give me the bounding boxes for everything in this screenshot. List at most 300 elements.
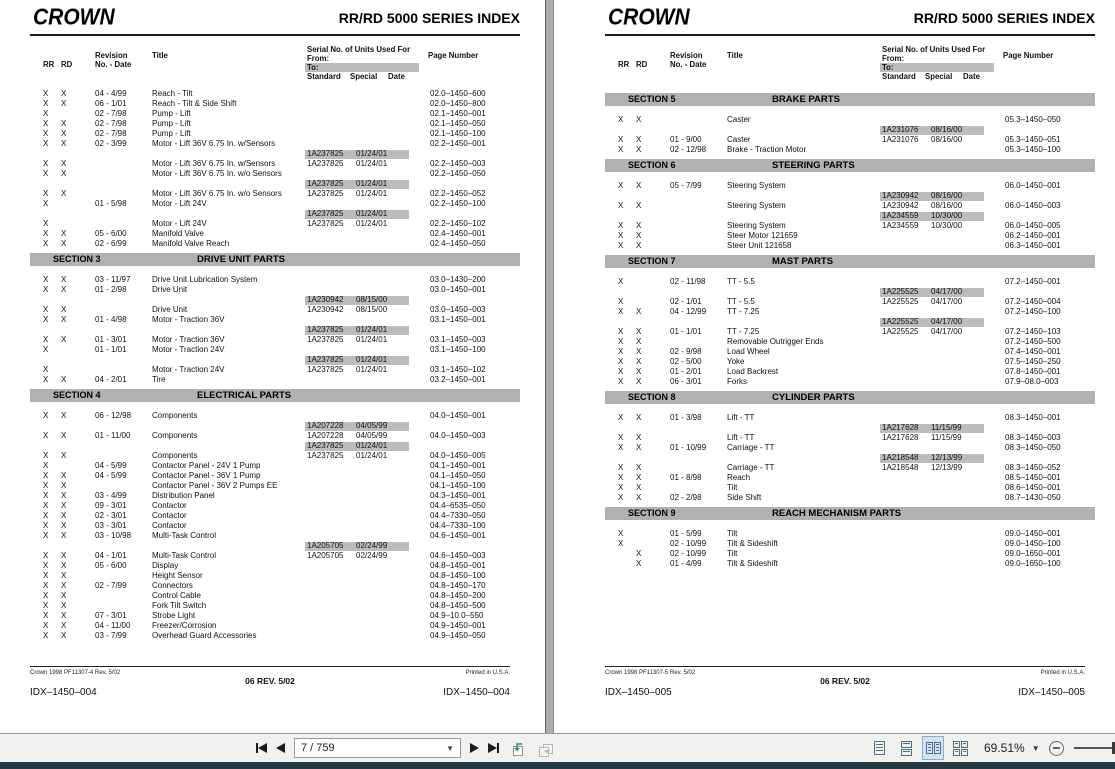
section-header-bar — [605, 93, 1095, 106]
cell-rd: X — [636, 367, 642, 376]
section-number: SECTION 5 — [628, 94, 676, 104]
cell-revision: 01 - 2/98 — [95, 285, 127, 294]
cell-title: Reach - Tilt & Side Shift — [152, 99, 237, 108]
cell-rd: X — [636, 307, 642, 316]
cell-rr: X — [43, 99, 49, 108]
index-row — [30, 461, 520, 471]
col-header-revision: Revision — [670, 51, 703, 60]
cell-revision: 01 - 9/00 — [670, 135, 702, 144]
section-number: SECTION 8 — [628, 392, 676, 402]
col-header-rr: RR — [43, 60, 55, 69]
zoom-out-button[interactable] — [1049, 741, 1064, 756]
previous-view-button[interactable] — [508, 740, 527, 757]
cell-serial-standard: 1A225525 — [882, 317, 919, 326]
cell-title: Components — [152, 411, 198, 420]
index-row — [605, 377, 1095, 387]
index-row — [30, 411, 520, 421]
cell-rr: X — [43, 285, 49, 294]
index-row — [30, 481, 520, 491]
cell-page-number: 03.1–1450–001 — [430, 315, 486, 324]
cell-rd: X — [61, 481, 67, 490]
cell-revision: 02 - 6/99 — [95, 239, 127, 248]
bottom-toolbar — [0, 733, 1115, 762]
cell-rr: X — [43, 129, 49, 138]
cell-title: Display — [152, 561, 179, 570]
index-row — [605, 221, 1095, 231]
cell-revision: 01 - 8/98 — [670, 473, 702, 482]
footer-printed: Printed in U.S.A. — [465, 670, 510, 676]
cell-serial-date: 12/13/99 — [931, 453, 963, 462]
index-row — [30, 571, 520, 581]
cell-title: Motor - Lift 36V 6.75 In. w/Sensors — [152, 159, 276, 168]
index-row — [30, 631, 520, 641]
zoom-slider-track[interactable] — [1074, 747, 1115, 749]
cell-rd: X — [61, 591, 67, 600]
cell-revision: 02 - 10/99 — [670, 549, 707, 558]
next-page-button[interactable] — [470, 743, 479, 753]
cell-revision: 03 - 7/99 — [95, 631, 127, 640]
cell-page-number: 07.4–1450–001 — [1005, 347, 1061, 356]
footer-printed: Printed in U.S.A. — [1040, 670, 1085, 676]
cell-page-number: 04.8–1450–170 — [430, 581, 486, 590]
cell-rr: X — [43, 621, 49, 630]
cell-revision: 02 - 7/98 — [95, 109, 127, 118]
cell-rd: X — [636, 377, 642, 386]
cell-page-number: 02.1–1450–001 — [430, 109, 486, 118]
cell-page-number: 02.4–1450–050 — [430, 239, 486, 248]
cell-rr: X — [43, 239, 49, 248]
col-header-from: From: — [882, 54, 905, 63]
serial-range-row — [30, 295, 520, 305]
cell-serial-standard: 1A230942 — [882, 191, 919, 200]
serial-to-highlight — [305, 63, 419, 72]
index-row — [30, 199, 520, 209]
index-row — [605, 181, 1095, 191]
cell-title: Steering System — [727, 181, 786, 190]
index-row — [30, 275, 520, 285]
cell-rr: X — [618, 463, 624, 472]
cell-rd: X — [636, 231, 642, 240]
cell-serial-date: 04/17/00 — [931, 327, 963, 336]
cell-revision: 03 - 3/01 — [95, 521, 127, 530]
cell-rr: X — [43, 275, 49, 284]
cell-page-number: 05.3–1450–050 — [1005, 115, 1061, 124]
cell-rd: X — [636, 483, 642, 492]
footer-copyright: Crown 1998 PF11307-5 Rev. 5/02 — [605, 670, 696, 676]
cell-title: Connectors — [152, 581, 193, 590]
two-page-view-button[interactable] — [922, 736, 944, 760]
cell-rr: X — [43, 159, 49, 168]
cell-page-number: 03.1–1450–100 — [430, 345, 486, 354]
two-page-view-icon — [934, 742, 941, 754]
cell-rr: X — [43, 501, 49, 510]
index-row — [605, 473, 1095, 483]
cell-rd: X — [636, 473, 642, 482]
section-header-bar — [605, 391, 1095, 404]
cell-page-number: 03.1–1450–003 — [430, 335, 486, 344]
cell-rd: X — [636, 443, 642, 452]
index-row — [30, 551, 520, 561]
cell-rd: X — [636, 145, 642, 154]
cell-page-number: 09.0–1450–100 — [1005, 539, 1061, 548]
index-row — [605, 529, 1095, 539]
cell-rr: X — [618, 337, 624, 346]
index-row — [605, 241, 1095, 251]
cell-title: Steering System — [727, 221, 786, 230]
cell-title: Tilt & Sideshift — [727, 539, 778, 548]
cell-rd: X — [636, 327, 642, 336]
cell-serial-standard: 1A217628 — [882, 423, 919, 432]
cell-serial-standard: 1A237825 — [307, 159, 344, 168]
cell-rd: X — [61, 431, 67, 440]
col-header-standard: Standard — [882, 72, 916, 81]
cell-rr: X — [618, 367, 624, 376]
cell-title: Lift - TT — [727, 433, 755, 442]
cell-rr: X — [43, 521, 49, 530]
cell-revision: 02 - 7/98 — [95, 129, 127, 138]
index-row — [30, 109, 520, 119]
cell-title: Forks — [727, 377, 747, 386]
cell-title: Motor - Traction 36V — [152, 315, 225, 324]
cell-rr: X — [43, 305, 49, 314]
cell-serial-date: 04/17/00 — [931, 317, 963, 326]
cell-revision: 09 - 3/01 — [95, 501, 127, 510]
index-row — [605, 357, 1095, 367]
page-divider — [545, 0, 554, 733]
cell-rr: X — [43, 571, 49, 580]
cell-page-number: 04.3–1450–001 — [430, 491, 486, 500]
cell-serial-standard: 1A234559 — [882, 211, 919, 220]
index-row — [605, 483, 1095, 493]
page-number-input[interactable] — [294, 738, 461, 758]
cell-title: Lift - TT — [727, 413, 755, 422]
cell-rd: X — [636, 357, 642, 366]
index-row — [605, 443, 1095, 453]
cell-title: Drive Unit Lubrication System — [152, 275, 258, 284]
cell-page-number: 07.2–1450–001 — [1005, 277, 1061, 286]
cell-rd: X — [61, 375, 67, 384]
previous-page-button[interactable] — [276, 743, 285, 753]
col-header-rr: RR — [618, 60, 630, 69]
cell-serial-date: 01/24/01 — [356, 325, 388, 334]
cell-title: Yoke — [727, 357, 745, 366]
view-controls — [868, 734, 1115, 762]
cell-rr: X — [43, 531, 49, 540]
footer-copyright: Crown 1998 PF11307-4 Rev. 5/02 — [30, 670, 121, 676]
cell-serial-standard: 1A234559 — [882, 221, 919, 230]
cell-page-number: 08.6–1450–001 — [1005, 483, 1061, 492]
cell-page-number: 02.0–1450–800 — [430, 99, 486, 108]
last-page-button[interactable] — [488, 743, 499, 753]
index-row — [605, 145, 1095, 155]
single-page-view-icon — [874, 741, 885, 755]
cell-rr: X — [618, 327, 624, 336]
col-header-special: Special — [925, 72, 953, 81]
index-row — [30, 601, 520, 611]
cell-rd: X — [61, 411, 67, 420]
cell-title: Steer Unit 121658 — [727, 241, 792, 250]
col-header-revision-date: No. - Date — [95, 60, 132, 69]
cell-page-number: 07.5–1450–250 — [1005, 357, 1061, 366]
cell-title: Carriage - TT — [727, 463, 775, 472]
section-title: CYLINDER PARTS — [772, 392, 855, 403]
cell-rr: X — [618, 347, 624, 356]
footer-rule — [605, 666, 1085, 667]
cell-title: Manifold Valve Reach — [152, 239, 230, 248]
section-number: SECTION 7 — [628, 256, 676, 266]
cell-serial-standard: 1A207228 — [307, 421, 344, 430]
cell-rd: X — [61, 451, 67, 460]
cell-serial-standard: 1A205705 — [307, 541, 344, 550]
cell-rr: X — [618, 115, 624, 124]
cell-title: Reach — [727, 473, 751, 482]
cell-serial-date: 01/24/01 — [356, 441, 388, 450]
cell-page-number: 03.2–1450–001 — [430, 375, 486, 384]
cell-serial-standard: 1A230942 — [307, 295, 344, 304]
index-row — [30, 229, 520, 239]
cell-revision: 06 - 12/98 — [95, 411, 132, 420]
cell-title: Overhead Guard Accessories — [152, 631, 257, 640]
cell-rd: X — [636, 135, 642, 144]
cell-page-number: 04.4–7330–050 — [430, 511, 486, 520]
continuous-facing-view-icon — [961, 741, 968, 756]
cell-title: Pump - Lift — [152, 109, 191, 118]
index-row — [30, 491, 520, 501]
col-header-page-number: Page Number — [428, 51, 479, 60]
cell-title: Tilt — [727, 529, 738, 538]
zoom-slider[interactable] — [1074, 741, 1115, 755]
cell-page-number: 02.2–1450–050 — [430, 169, 486, 178]
cell-title: Components — [152, 451, 198, 460]
cell-revision: 03 - 11/97 — [95, 275, 131, 284]
cell-rd: X — [636, 115, 642, 124]
cell-rd: X — [61, 551, 67, 560]
index-row — [30, 345, 520, 355]
cell-rd: X — [636, 413, 642, 422]
cell-title: Caster — [727, 135, 751, 144]
cell-rd: X — [61, 89, 67, 98]
cell-serial-standard: 1A217628 — [882, 433, 919, 442]
zoom-dropdown-caret[interactable]: ▼ — [1031, 743, 1040, 753]
two-page-view-icon — [926, 742, 933, 754]
cell-rr: X — [618, 221, 624, 230]
index-row — [605, 347, 1095, 357]
index-row — [30, 305, 520, 315]
cell-rr: X — [43, 335, 49, 344]
cell-title: Components — [152, 431, 198, 440]
cell-page-number: 08.7–1430–050 — [1005, 493, 1061, 502]
cell-title: Side Shift — [727, 493, 762, 502]
cell-serial-date: 12/13/99 — [931, 463, 963, 472]
cell-revision: 06 - 3/01 — [670, 377, 702, 386]
cell-serial-standard: 1A225525 — [882, 287, 919, 296]
chevron-down-icon[interactable]: ▼ — [446, 743, 454, 753]
cell-rr: X — [618, 473, 624, 482]
cell-title: TT - 5.5 — [727, 277, 755, 286]
section-title: STEERING PARTS — [772, 160, 855, 171]
cell-revision: 07 - 3/01 — [95, 611, 127, 620]
cell-revision: 02 - 7/98 — [95, 119, 127, 128]
index-row — [30, 89, 520, 99]
cell-title: TT - 7.25 — [727, 307, 760, 316]
cell-rd: X — [636, 201, 642, 210]
cell-page-number: 08.3–1450–050 — [1005, 443, 1061, 452]
cell-rr: X — [618, 145, 624, 154]
index-row — [605, 539, 1095, 549]
continuous-view-button[interactable] — [895, 736, 917, 760]
serial-range-row — [605, 191, 1095, 201]
previous-view-icon — [508, 740, 527, 757]
section-number: SECTION 9 — [628, 508, 676, 518]
cell-rr: X — [618, 377, 624, 386]
cell-title: Contactor Panel - 24V 1 Pump — [152, 461, 261, 470]
cell-page-number: 04.1–1450–050 — [430, 471, 486, 480]
cell-rr: X — [618, 241, 624, 250]
cell-rr: X — [618, 297, 624, 306]
cell-page-number: 04.8–1450–500 — [430, 601, 486, 610]
cell-page-number: 04.8–1450–100 — [430, 571, 486, 580]
cell-serial-date: 08/16/00 — [931, 135, 963, 144]
cell-rr: X — [43, 229, 49, 238]
cell-revision: 05 - 6/00 — [95, 229, 127, 238]
index-row — [30, 501, 520, 511]
index-row — [30, 119, 520, 129]
cell-rr: X — [43, 631, 49, 640]
cell-title: Motor - Lift 36V 6.75 In. w/o Sensors — [152, 169, 282, 178]
cell-page-number: 02.2–1450–001 — [430, 139, 486, 148]
cell-title: Tire — [152, 375, 166, 384]
cell-revision: 01 - 1/01 — [95, 345, 127, 354]
continuous-view-icon — [901, 741, 912, 756]
cell-serial-date: 01/24/01 — [356, 189, 388, 198]
cell-rr: X — [618, 483, 624, 492]
cell-revision: 04 - 4/99 — [95, 89, 127, 98]
col-header-serial: Serial No. of Units Used For — [307, 45, 411, 54]
first-page-button[interactable] — [256, 743, 267, 753]
cell-revision: 04 - 2/01 — [95, 375, 127, 384]
cell-serial-date: 01/24/01 — [356, 365, 388, 374]
section-title: DRIVE UNIT PARTS — [197, 254, 285, 265]
cell-rr: X — [43, 611, 49, 620]
index-row — [30, 159, 520, 169]
cell-revision: 01 - 4/98 — [95, 315, 127, 324]
cell-rd: X — [61, 521, 67, 530]
cell-title: Contactor Panel - 36V 1 Pump — [152, 471, 261, 480]
cell-serial-standard: 1A230942 — [307, 305, 344, 314]
serial-range-row — [30, 541, 520, 551]
cell-page-number: 04.8–1450–001 — [430, 561, 486, 570]
cell-page-number: 02.0–1450–600 — [430, 89, 486, 98]
continuous-facing-view-button[interactable] — [949, 736, 971, 760]
cell-rr: X — [43, 169, 49, 178]
cell-serial-standard: 1A237825 — [307, 189, 344, 198]
cell-page-number: 08.5–1450–001 — [1005, 473, 1061, 482]
index-row — [605, 231, 1095, 241]
cell-page-number: 04.4–6535–050 — [430, 501, 486, 510]
cell-page-number: 02.2–1450–102 — [430, 219, 486, 228]
cell-page-number: 06.0–1450–001 — [1005, 181, 1061, 190]
serial-range-row — [605, 211, 1095, 221]
cell-revision: 04 - 5/99 — [95, 471, 127, 480]
zoom-slider-handle[interactable] — [1112, 742, 1115, 754]
cell-rr: X — [43, 461, 49, 470]
cell-rd: X — [61, 561, 67, 570]
footer-idx-right: IDX–1450–005 — [1018, 687, 1085, 698]
cell-title: Drive Unit — [152, 305, 188, 314]
cell-rd: X — [61, 119, 67, 128]
cell-revision: 01 - 2/01 — [670, 367, 702, 376]
crown-logo: CROWN — [33, 5, 115, 31]
serial-range-row — [605, 125, 1095, 135]
col-header-to: To: — [307, 63, 319, 72]
cell-page-number: 04.0–1450–003 — [430, 431, 486, 440]
col-header-special: Special — [350, 72, 378, 81]
cell-rd: X — [61, 189, 67, 198]
cell-title: Fork Tilt Switch — [152, 601, 207, 610]
cell-title: Steering System — [727, 201, 786, 210]
serial-to-highlight — [880, 63, 994, 72]
cell-rr: X — [43, 491, 49, 500]
cell-title: Pump - Lift — [152, 119, 191, 128]
cell-serial-date: 08/15/00 — [356, 305, 388, 314]
cell-rd: X — [61, 305, 67, 314]
cell-page-number: 06.0–1450–003 — [1005, 201, 1061, 210]
index-row — [605, 297, 1095, 307]
cell-revision: 06 - 1/01 — [95, 99, 127, 108]
cell-title: Motor - Traction 24V — [152, 365, 225, 374]
cell-rd: X — [636, 559, 642, 568]
cell-rr: X — [43, 481, 49, 490]
cell-rd: X — [61, 611, 67, 620]
cell-rd: X — [636, 337, 642, 346]
single-page-view-button[interactable] — [868, 736, 890, 760]
cell-title: Motor - Lift 36V 6.75 In. w/Sensors — [152, 139, 276, 148]
cell-revision: 02 - 5/00 — [670, 357, 702, 366]
serial-range-row — [605, 287, 1095, 297]
next-view-icon — [536, 740, 555, 757]
index-row — [605, 463, 1095, 473]
index-row — [605, 559, 1095, 569]
cell-page-number: 09.0–1650–100 — [1005, 559, 1061, 568]
cell-rd: X — [61, 315, 67, 324]
cell-rd: X — [61, 159, 67, 168]
cell-page-number: 07.2–1450–103 — [1005, 327, 1061, 336]
cell-rr: X — [43, 471, 49, 480]
index-row — [30, 521, 520, 531]
index-row — [605, 307, 1095, 317]
cell-rr: X — [43, 219, 49, 228]
cell-revision: 01 - 5/98 — [95, 199, 127, 208]
cell-page-number: 04.9–1450–050 — [430, 631, 486, 640]
cell-rr: X — [43, 561, 49, 570]
section-header-bar — [30, 253, 520, 266]
cell-page-number: 04.0–1450–001 — [430, 411, 486, 420]
cell-serial-standard: 1A237825 — [307, 365, 344, 374]
next-view-button[interactable] — [536, 740, 555, 757]
header-rule — [605, 34, 1095, 36]
cell-rr: X — [43, 511, 49, 520]
cell-title: Contactor — [152, 511, 187, 520]
cell-page-number: 08.3–1450–052 — [1005, 463, 1061, 472]
cell-revision: 02 - 10/99 — [670, 539, 707, 548]
cell-serial-date: 04/17/00 — [931, 287, 963, 296]
cell-rr: X — [43, 581, 49, 590]
previous-page-icon — [276, 743, 285, 753]
col-header-date: Date — [963, 72, 980, 81]
cell-rd: X — [61, 471, 67, 480]
cell-serial-date: 10/30/00 — [931, 221, 963, 230]
index-row — [605, 549, 1095, 559]
